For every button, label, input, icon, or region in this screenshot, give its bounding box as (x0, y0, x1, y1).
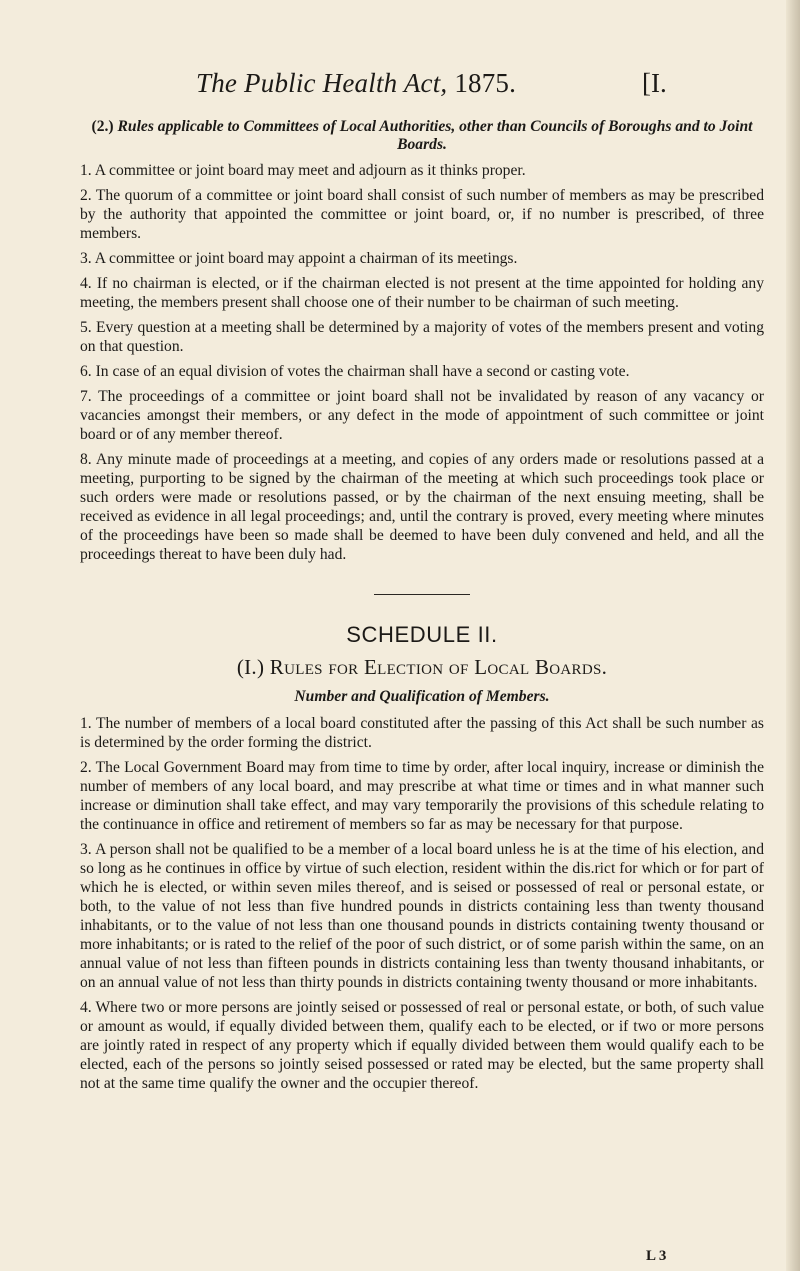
page-content (80, 118, 764, 1099)
running-head (196, 68, 516, 99)
rule-paragraph: 3. A person shall not be qualified to be a member of a local board unless he is at the time of his election, and so long as he continues in office by virtue of such election, resident within the dis.rict for which or for part of which he is elected, or within seven miles thereof, and is seised or possessed of real or personal estate, or both, to the value of not less than five hundred pounds in districts containing less than twenty thousand inhabitants, or to the value of not less than one thousand pounds in districts containing twenty thousand or more inhabitants; or is rated to the relief of the poor of such district, or of some parish within the same, on an annual value of not less than fifteen pounds in districts containing less than twenty thousand inhabitants, or on an annual value of not less than thirty pounds in districts containing twenty thousand or more inhabitants. (80, 841, 764, 991)
rule-paragraph: 7. The proceedings of a committee or joint board shall not be invalidated by reason of any vacancy or vacancies amongst their members, or any defect in the mode of appointment of such committee or joint board or of any member thereof. (80, 388, 764, 443)
section-divider (374, 594, 470, 595)
section-heading (80, 118, 764, 154)
running-head-year: 1875. (454, 68, 517, 98)
rule-paragraph: 1. A committee or joint board may meet and adjourn as it thinks proper. (80, 162, 526, 179)
subheading: Number and Qualification of Members. (294, 688, 550, 705)
page-mark: [I. (642, 68, 667, 98)
rule-paragraph: 2. The Local Government Board may from time to time by order, after local inquiry, increase or diminish the number of members of any local board, and may prescribe at what time or times and in what manner such increase or diminution shall take effect, and may vary temporarily the provisions of this schedule relating to the continuance in office and retirement of members so far as may be necessary for that purpose. (80, 759, 764, 833)
rule-paragraph: 3. A committee or joint board may appoint a chairman of its meetings. (80, 250, 518, 267)
rule-paragraph: 4. Where two or more persons are jointly seised or possessed of real or personal estate, or both, of such value or amount as would, if equally divided between them, qualify each to be elected, or if two or more persons are jointly rated in respect of any property which if equally divided between them would qualify each to be elected, each of the persons so jointly seised possessed or rated may be elected, but the same property shall not at the same time qualify the owner and the occupier thereof. (80, 999, 764, 1092)
running-head-title: The Public Health Act, (196, 68, 448, 98)
schedule-title: SCHEDULE II. (346, 622, 498, 647)
section-heading-text: Rules applicable to Committees of Local Authorities, other than Councils of Boroughs and to Joint Boards. (117, 118, 753, 153)
rule-paragraph: 5. Every question at a meeting shall be determined by a majority of votes of the members present and voting on that question. (80, 319, 764, 355)
rule-paragraph: 1. The number of members of a local board constituted after the passing of this Act shall be such number as is determined by the order forming the district. (80, 715, 764, 751)
rule-paragraph: 6. In case of an equal division of votes the chairman shall have a second or casting vote. (80, 363, 630, 380)
rule-paragraph: 2. The quorum of a committee or joint board shall consist of such number of members as may be prescribed by the authority that appointed the committee or joint board, or, if no number is prescribed, of three members. (80, 187, 764, 242)
signature-mark: L 3 (646, 1248, 667, 1264)
rule-paragraph: 4. If no chairman is elected, or if the chairman elected is not present at the time appointed for holding any meeting, the members present shall choose one of their number to be chairman of such meeting. (80, 275, 764, 311)
part-title: (I.) Rules for Election of Local Boards. (236, 655, 608, 679)
section-number: (2.) (91, 118, 114, 135)
rule-paragraph: 8. Any minute made of proceedings at a meeting, and copies of any orders made or resolutions passed at a meeting, purporting to be signed by the chairman of the meeting at which such proceedings took place or such orders were made or resolutions passed, or by the chairman of the next ensuing meeting, shall be received as evidence in all legal proceedings; and, until the contrary is proved, every meeting where minutes of the proceedings have been so made shall be deemed to have been duly convened and held, and all the proceedings thereat to have been duly had. (80, 451, 764, 563)
page-edge (786, 0, 800, 1271)
